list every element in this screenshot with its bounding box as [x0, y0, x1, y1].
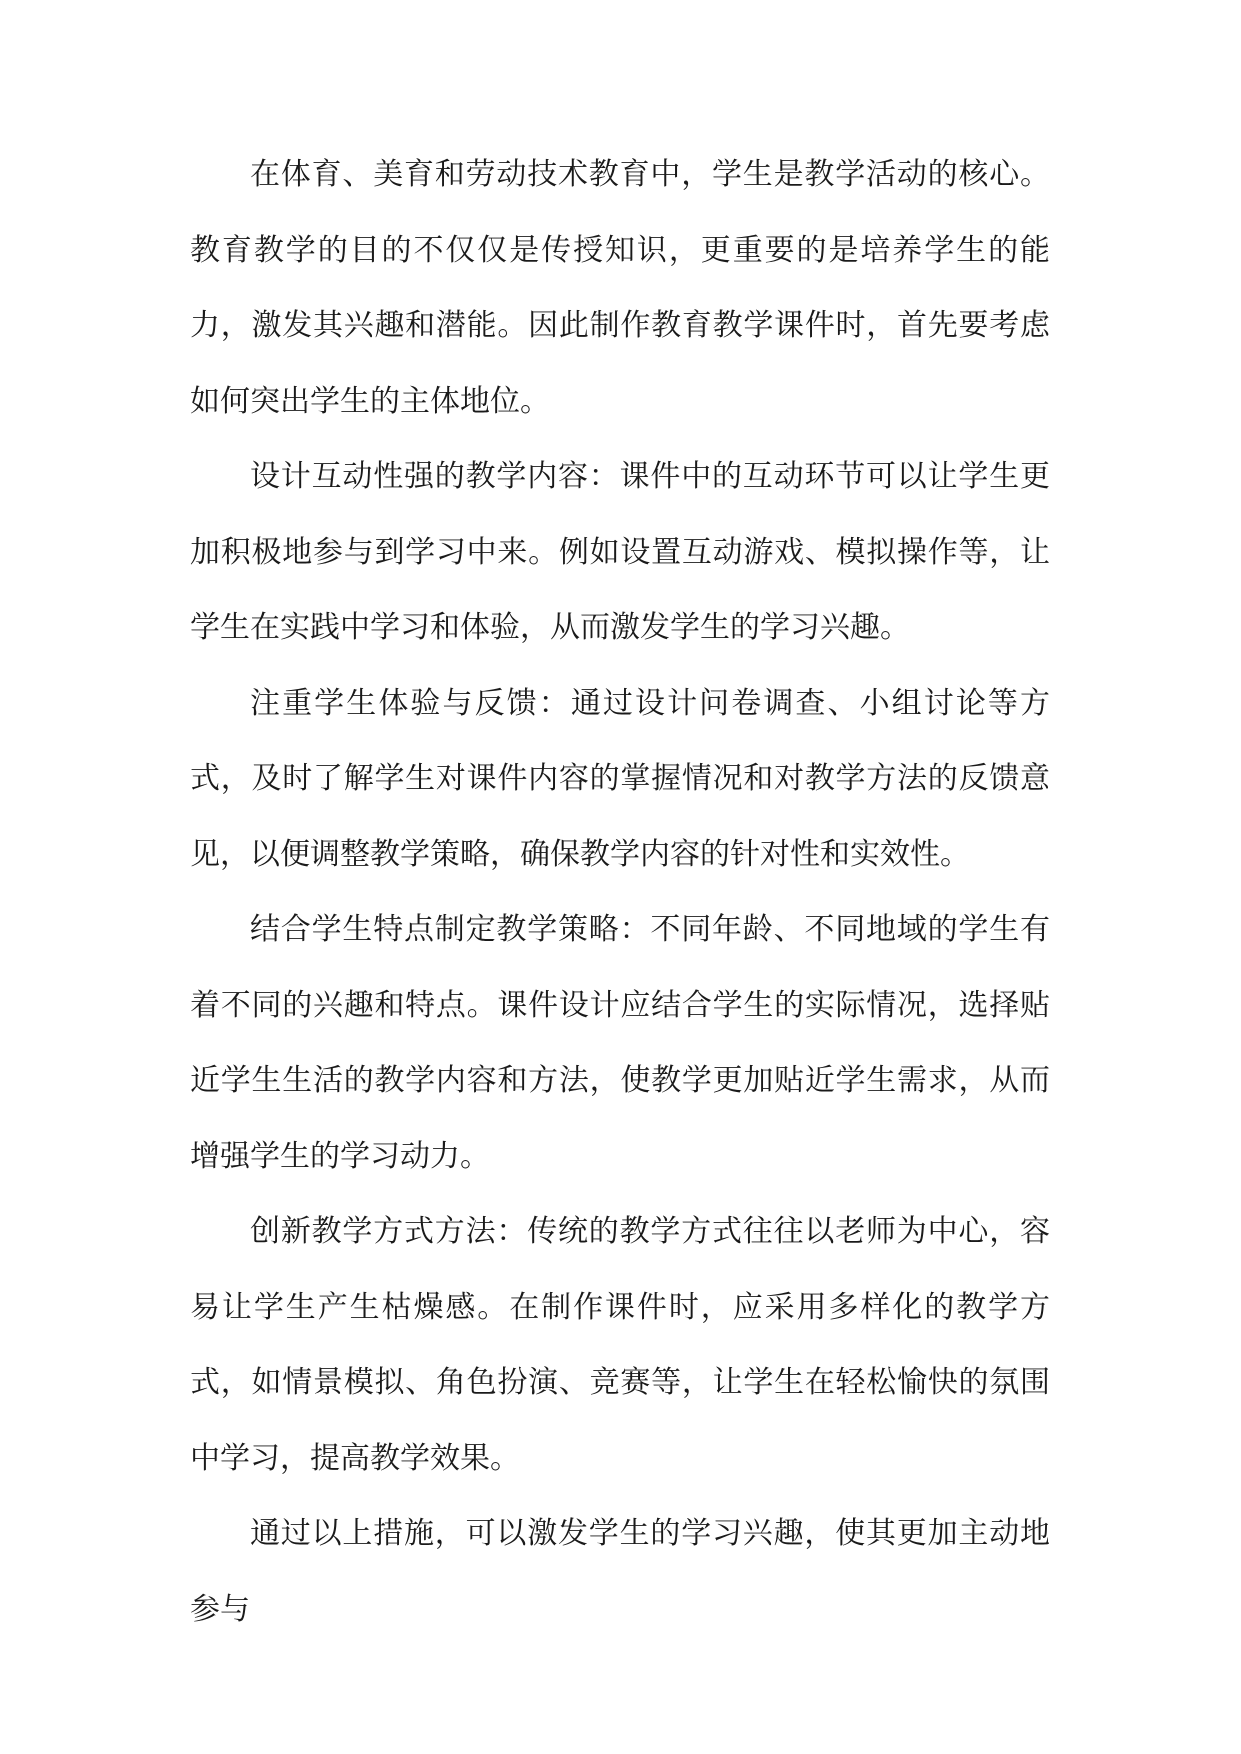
paragraph-student-characteristics: 结合学生特点制定教学策略：不同年龄、不同地域的学生有着不同的兴趣和特点。课件设计应结合学生的实际情况，选择贴近学生生活的教学内容和方法，使教学更加贴近学生需求，从而增强学生的学习动力。 [190, 912, 1050, 1174]
document-body [190, 137, 1050, 1647]
paragraph-feedback: 注重学生体验与反馈：通过设计问卷调查、小组讨论等方式，及时了解学生对课件内容的掌握情况和对教学方法的反馈意见，以便调整教学策略，确保教学内容的针对性和实效性。 [190, 685, 1050, 872]
paragraph-intro: 在体育、美育和劳动技术教育中，学生是教学活动的核心。教育教学的目的不仅仅是传授知识，更重要的是培养学生的能力，激发其兴趣和潜能。因此制作教育教学课件时，首先要考虑如何突出学生的主体地位。 [190, 157, 1050, 419]
paragraph-interactive-content: 设计互动性强的教学内容：课件中的互动环节可以让学生更加积极地参与到学习中来。例如设置互动游戏、模拟操作等，让学生在实践中学习和体验，从而激发学生的学习兴趣。 [190, 459, 1050, 645]
paragraph-conclusion: 通过以上措施，可以激发学生的学习兴趣，使其更加主动地参与 [190, 1516, 1050, 1627]
paragraph-innovative-methods: 创新教学方式方法：传统的教学方式往往以老师为中心，容易让学生产生枯燥感。在制作课件时，应采用多样化的教学方式，如情景模拟、角色扮演、竞赛等，让学生在轻松愉快的氛围中学习，提高教学效果。 [190, 1214, 1050, 1476]
